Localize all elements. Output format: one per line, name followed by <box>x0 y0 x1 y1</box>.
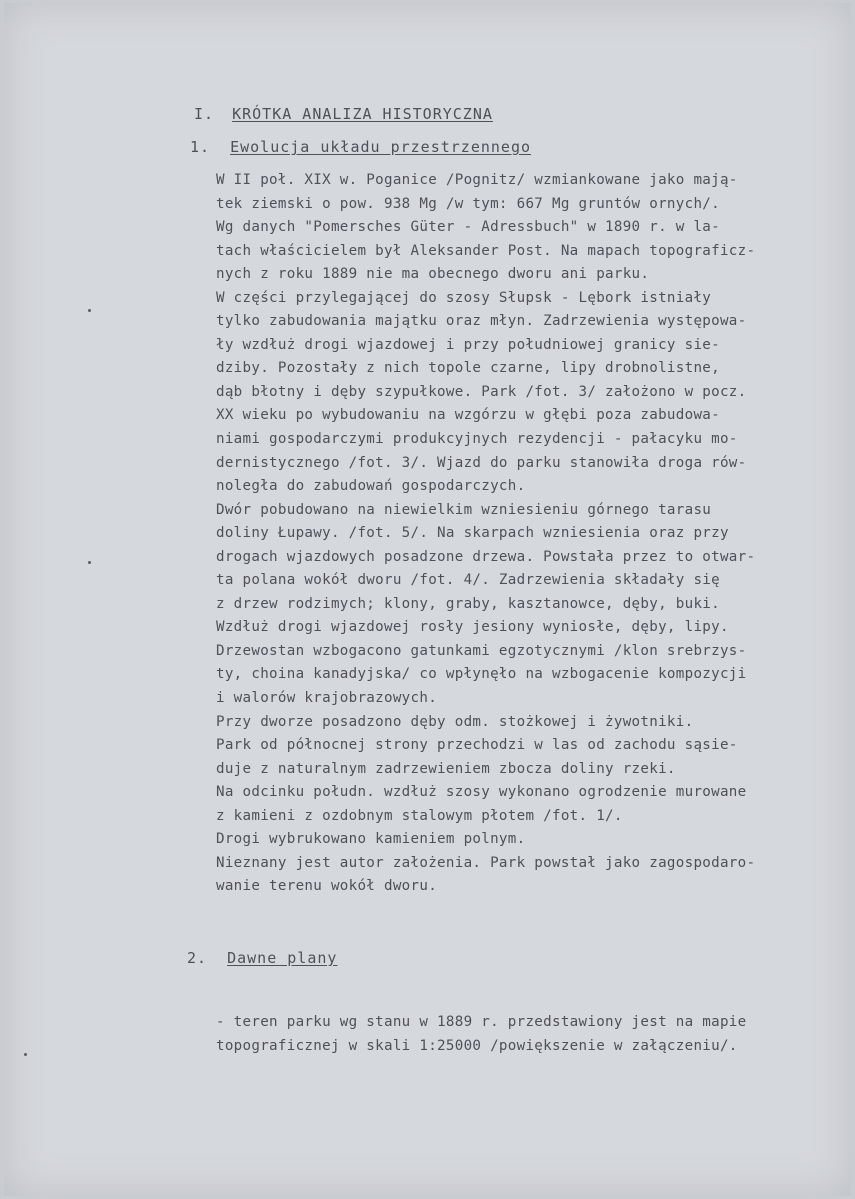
text-line: duje z naturalnym zadrzewieniem zbocza doliny rzeki. <box>216 760 676 777</box>
text-line: drogach wjazdowych posadzone drzewa. Powstała przez to otwar- <box>216 548 756 565</box>
paper-speck <box>24 1053 27 1056</box>
text-line: wanie terenu wokół dworu. <box>216 878 438 895</box>
text-line: nych z roku 1889 nie ma obecnego dworu ani parku. <box>216 266 650 283</box>
subsection-2-body <box>216 1010 855 1058</box>
section-heading <box>194 105 493 123</box>
text-line: Drogi wybrukowano kamieniem polnym. <box>216 831 526 848</box>
section-number: I. <box>194 105 215 123</box>
text-line: ły wzdłuż drogi wjazdowej i przy południowej granicy sie- <box>216 336 720 353</box>
text-line: Dwór pobudowano na niewielkim wzniesieniu górnego tarasu <box>216 501 712 518</box>
subsection-2-number: 2. <box>187 949 208 967</box>
paper-speck <box>88 561 91 564</box>
text-line: dąb błotny i dęby szypułkowe. Park /fot. 3/ założono w pocz. <box>216 383 747 400</box>
text-line: ta polana wokół dworu /fot. 4/. Zadrzewienia składały się <box>216 572 720 589</box>
document-page <box>4 3 851 1196</box>
text-line: W części przylegającej do szosy Słupsk - Lębork istniały <box>216 289 712 306</box>
text-line: Przy dworze posadzono dęby odm. stożkowej i żywotniki. <box>216 713 694 730</box>
text-line: Wzdłuż drogi wjazdowej rosły jesiony wyniosłe, dęby, lipy. <box>216 619 729 636</box>
list-line: topograficznej w skali 1:25000 /powiększenie w załączeniu/. <box>216 1038 738 1054</box>
subsection-2-title: Dawne plany <box>227 949 338 967</box>
list-line: - teren parku wg stanu w 1889 r. przedstawiony jest na mapie <box>216 1014 747 1030</box>
text-line: Nieznany jest autor założenia. Park powstał jako zagospodaro- <box>216 854 756 871</box>
subsection-1-title: Ewolucja układu przestrzennego <box>230 138 532 156</box>
section-title: KRÓTKA ANALIZA HISTORYCZNA <box>232 105 493 123</box>
text-line: tach właścicielem był Aleksander Post. Na mapach topograficz- <box>216 242 756 259</box>
text-line: XX wieku po wybudowaniu na wzgórzu w głębi poza zabudowa- <box>216 407 720 424</box>
text-line: doliny Łupawy. /fot. 5/. Na skarpach wzniesienia oraz przy <box>216 525 729 542</box>
text-line: Wg danych "Pomersches Güter - Adressbuch" w 1890 r. w la- <box>216 219 720 236</box>
text-line: z drzew rodzimych; klony, graby, kasztanowce, dęby, buki. <box>216 595 720 612</box>
text-line: Na odcinku połudn. wzdłuż szosy wykonano ogrodzenie murowane <box>216 784 747 801</box>
text-line: i walorów krajobrazowych. <box>216 690 438 707</box>
subsection-1-body <box>216 169 855 899</box>
paper-speck <box>88 309 91 312</box>
subsection-1-number: 1. <box>190 138 211 156</box>
text-line: niami gospodarczymi produkcyjnych rezydencji - pałacyku mo- <box>216 431 738 448</box>
text-line: noległa do zabudowań gospodarczych. <box>216 478 526 495</box>
text-line: z kamieni z ozdobnym stalowym płotem /fot. 1/. <box>216 807 623 824</box>
text-line: W II poł. XIX w. Poganice /Pognitz/ wzmiankowane jako mają- <box>216 172 738 188</box>
text-line: dziby. Pozostały z nich topole czarne, lipy drobnolistne, <box>216 360 720 377</box>
subsection-1-heading <box>190 138 531 156</box>
text-line: Park od północnej strony przechodzi w las od zachodu sąsie- <box>216 737 738 754</box>
text-line: tylko zabudowania majątku oraz młyn. Zadrzewienia występowa- <box>216 313 747 330</box>
text-line: dernistycznego /fot. 3/. Wjazd do parku stanowiła droga rów- <box>216 454 747 471</box>
text-line: ty, choina kanadyjska/ co wpłynęło na wzbogacenie kompozycji <box>216 666 747 683</box>
subsection-2-heading <box>187 949 337 967</box>
text-line: Drzewostan wzbogacono gatunkami egzotycznymi /klon srebrzys- <box>216 642 747 659</box>
text-line: tek ziemski o pow. 938 Mg /w tym: 667 Mg gruntów ornych/. <box>216 195 720 212</box>
